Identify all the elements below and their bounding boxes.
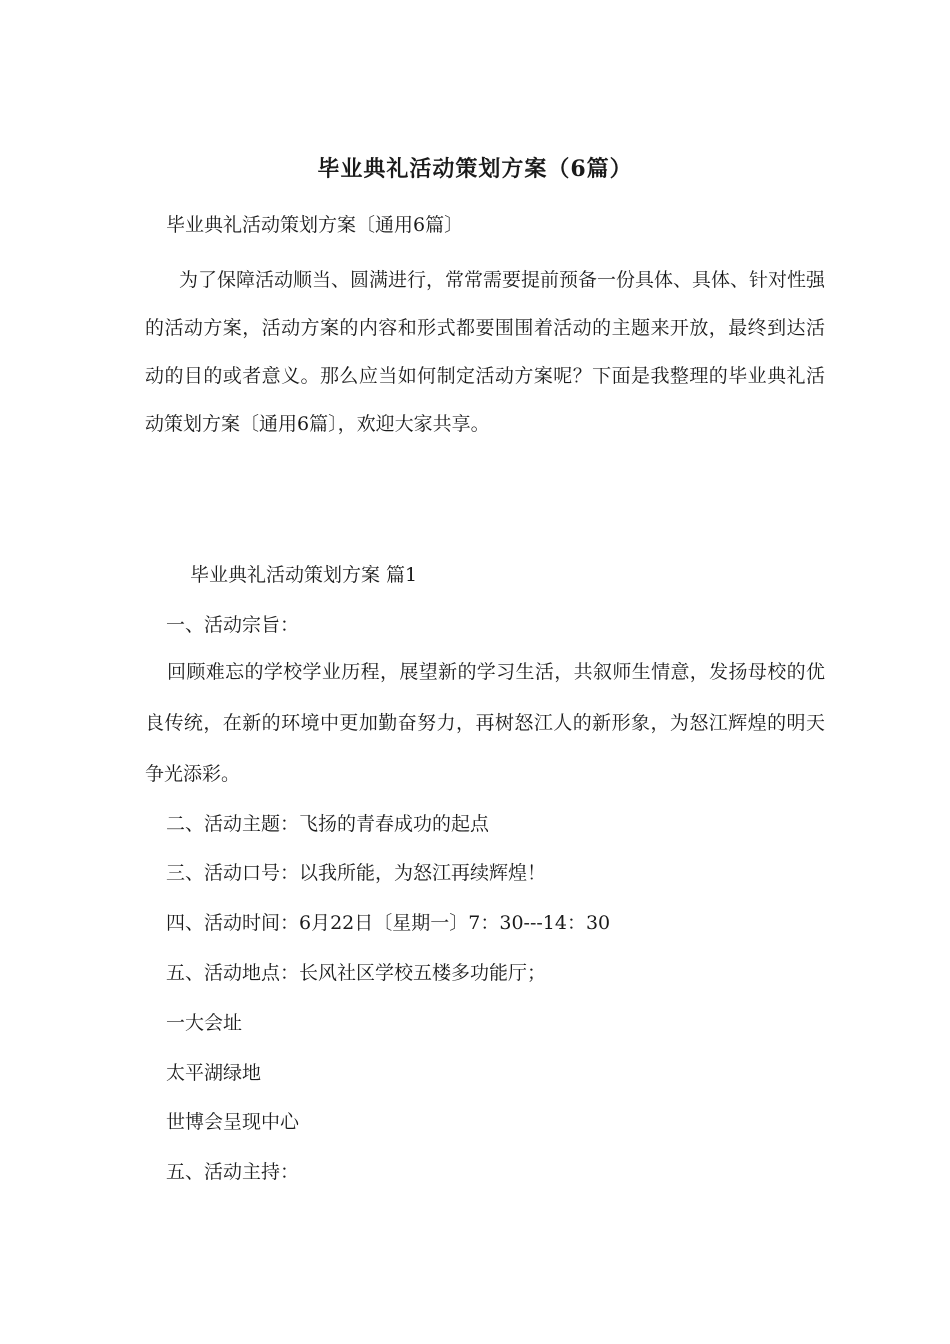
slogan-line: 三、活动口号：以我所能，为怒江再续辉煌！ [166, 862, 547, 884]
venue-item: 太平湖绿地 [166, 1062, 262, 1084]
purpose-paragraph: 回顾难忘的学校学业历程，展望新的学习生活，共叙师生情意，发扬母校的优良传统，在新的环境中更加勤奋努力，再树怒江人的新形象，为怒江辉煌的明天争光添彩。 [145, 661, 825, 785]
theme-line: 二、活动主题：飞扬的青春成功的起点 [166, 813, 490, 835]
document-title: 毕业典礼活动策划方案（6篇） [317, 156, 633, 182]
location-line: 五、活动地点：长风社区学校五楼多功能厅； [166, 962, 547, 984]
host-line: 五、活动主持： [166, 1161, 300, 1183]
intro-paragraph: 为了保障活动顺当、圆满进行，常常需要提前预备一份具体、具体、针对性强的活动方案，活动方案的内容和形式都要围围着活动的主题来开放，最终到达活动的目的或者意义。那么应当如何制定活动方案呢？下面是我整理的毕业典礼活动策划方案〔通用6篇〕，欢迎大家共享。 [145, 269, 826, 435]
section-heading: 毕业典礼活动策划方案 篇1 [190, 564, 418, 586]
venue-item: 世博会呈现中心 [166, 1111, 300, 1133]
document-subtitle: 毕业典礼活动策划方案〔通用6篇〕 [166, 214, 464, 236]
time-line: 四、活动时间：6月22日〔星期一〕7：30---14：30 [166, 912, 611, 934]
purpose-heading: 一、活动宗旨： [166, 614, 300, 636]
venue-item: 一大会址 [166, 1012, 243, 1034]
